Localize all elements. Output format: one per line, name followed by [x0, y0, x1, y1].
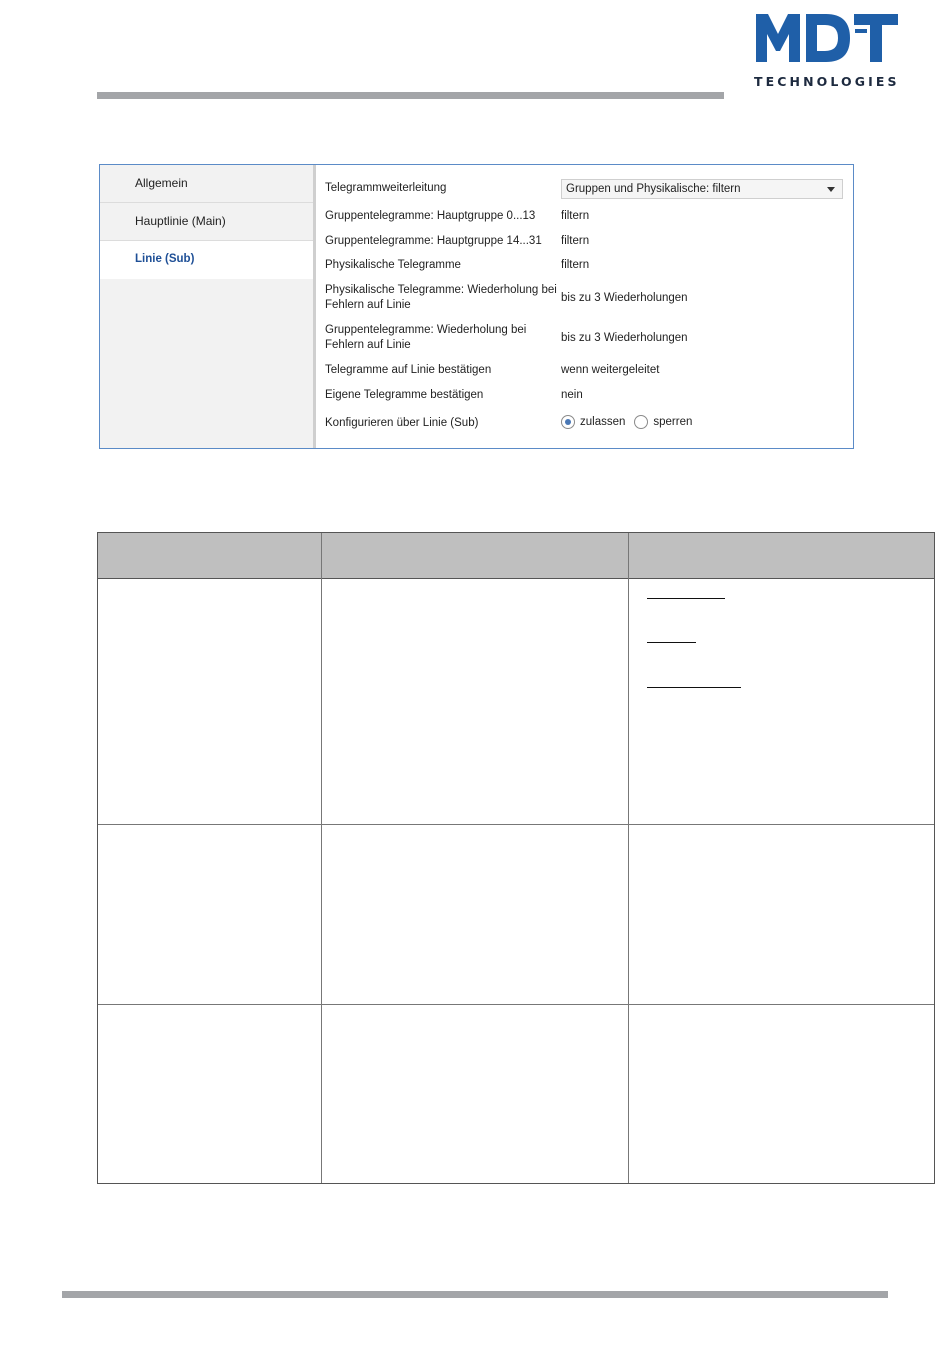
sidebar-item-label: Linie (Sub) — [135, 253, 195, 265]
param-label: Eigene Telegramme bestätigen — [325, 389, 484, 401]
param-label: Telegrammweiterleitung — [325, 182, 447, 194]
param-label — [325, 283, 560, 313]
parameter-sidebar — [100, 165, 316, 448]
param-value[interactable]: filtern — [561, 235, 590, 247]
parameter-dialog — [99, 164, 854, 449]
param-label: Telegramme auf Linie bestätigen — [325, 364, 492, 376]
table-column-divider — [628, 533, 629, 1183]
param-label-line2: Fehlern auf Linie — [325, 339, 411, 351]
radio-sperren[interactable] — [634, 415, 648, 429]
logo-subtitle: TECHNOLOGIES — [754, 74, 900, 89]
sidebar-item-label: Allgemein — [135, 176, 188, 190]
param-value[interactable]: wenn weitergeleitet — [561, 364, 660, 376]
option-underline — [647, 642, 696, 643]
param-value[interactable]: bis zu 3 Wiederholungen — [561, 292, 688, 304]
param-value[interactable]: nein — [561, 389, 583, 401]
param-label-line1: Physikalische Telegramme: Wiederholung bei — [325, 284, 557, 296]
param-label: Physikalische Telegramme — [325, 259, 461, 271]
parameter-table — [97, 532, 935, 1184]
radio-label-zulassen[interactable]: zulassen — [580, 416, 626, 428]
header-rule — [97, 92, 724, 99]
param-label-line2: Fehlern auf Linie — [325, 299, 411, 311]
param-label: Gruppentelegramme: Hauptgruppe 0...13 — [325, 210, 536, 222]
footer-rule — [62, 1291, 888, 1298]
param-label — [325, 323, 560, 353]
sidebar-item-label: Hauptlinie (Main) — [135, 214, 226, 228]
option-underline — [647, 687, 741, 688]
sidebar-item-linie-sub[interactable] — [100, 241, 313, 279]
radio-zulassen[interactable] — [561, 415, 575, 429]
dropdown-value: Gruppen und Physikalische: filtern — [566, 183, 741, 195]
sidebar-item-allgemein[interactable] — [100, 165, 313, 203]
param-value[interactable]: filtern — [561, 210, 590, 222]
sidebar-item-hauptlinie[interactable] — [100, 203, 313, 241]
param-label: Gruppentelegramme: Hauptgruppe 14...31 — [325, 235, 542, 247]
radio-label-sperren[interactable]: sperren — [653, 416, 693, 428]
param-value[interactable]: filtern — [561, 259, 590, 271]
telegrammweiterleitung-dropdown[interactable] — [561, 179, 843, 199]
mdt-logo-mark — [754, 14, 904, 66]
konfigurieren-radio-group — [561, 415, 701, 429]
mdt-logo — [754, 14, 904, 94]
option-underline — [647, 598, 725, 599]
table-row-divider — [98, 824, 934, 825]
table-row-divider — [98, 1004, 934, 1005]
param-value[interactable]: bis zu 3 Wiederholungen — [561, 332, 688, 344]
param-label-line1: Gruppentelegramme: Wiederholung bei — [325, 324, 527, 336]
table-header — [98, 533, 934, 579]
param-label: Konfigurieren über Linie (Sub) — [325, 417, 479, 429]
table-column-divider — [321, 533, 322, 1183]
chevron-down-icon — [827, 187, 835, 192]
